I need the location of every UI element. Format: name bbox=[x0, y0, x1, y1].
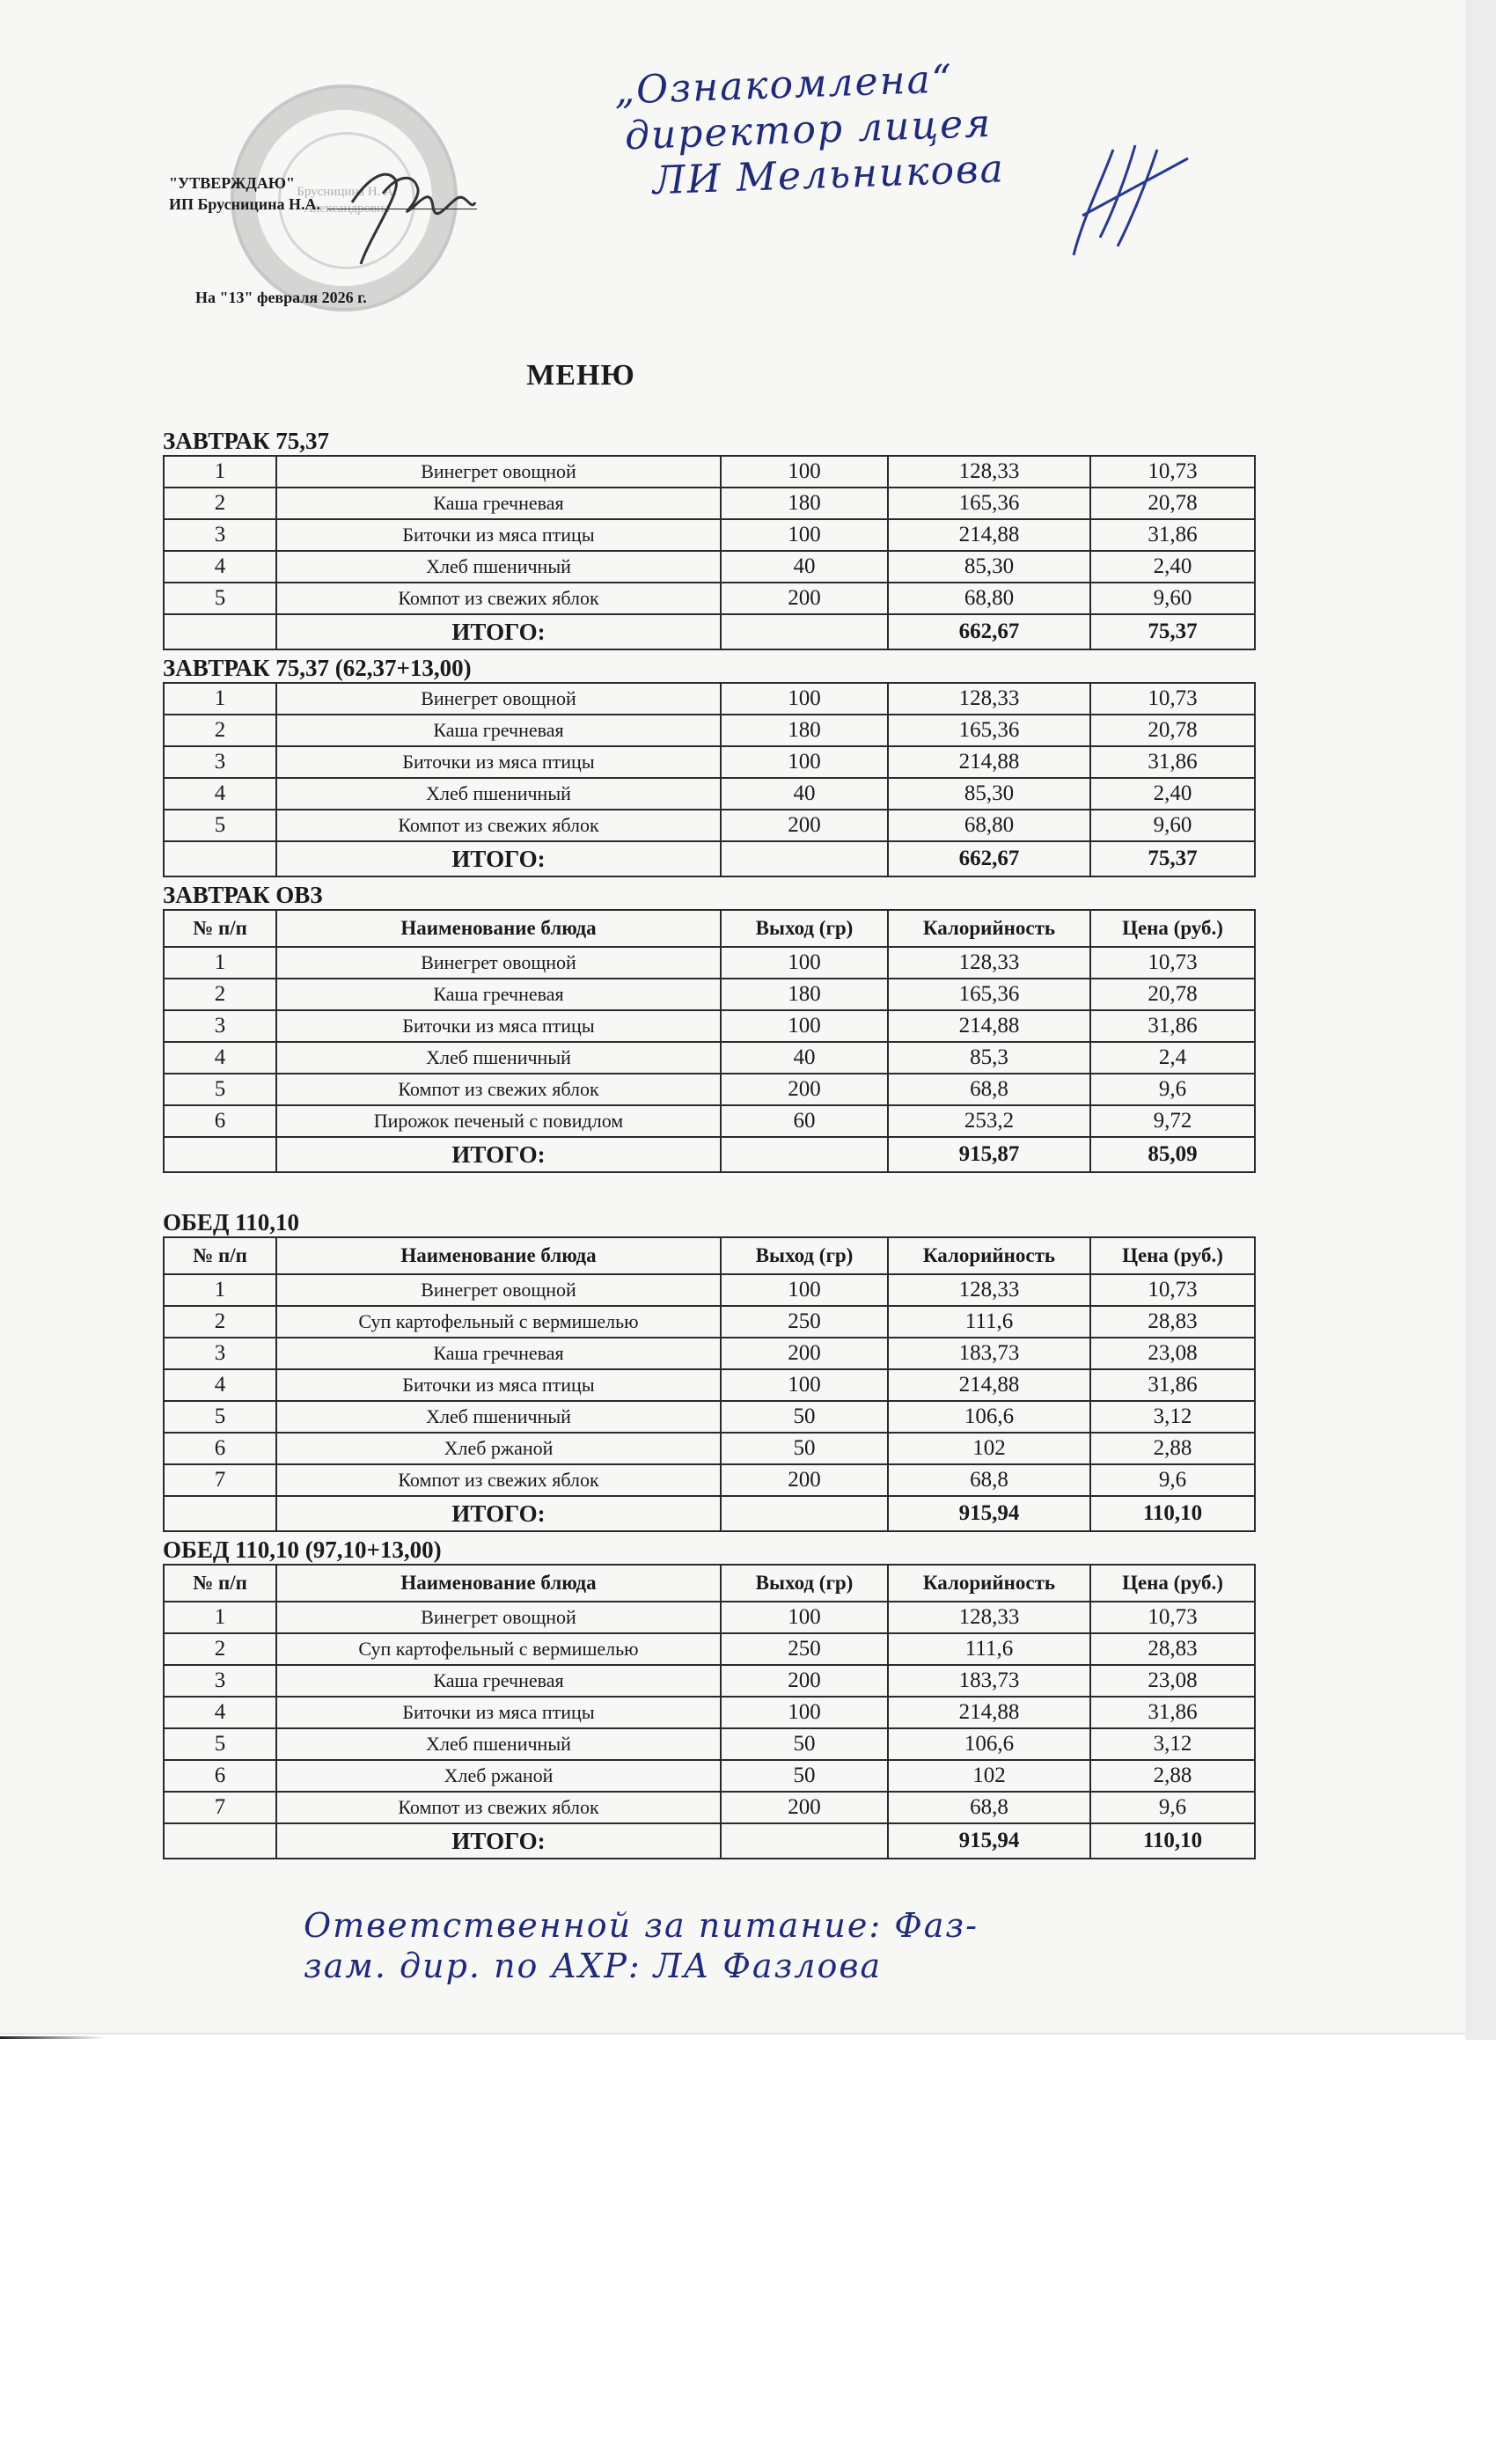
cell-calories: 111,6 bbox=[888, 1306, 1090, 1338]
cell-num: 5 bbox=[164, 1074, 276, 1105]
table-row bbox=[164, 1338, 1255, 1369]
table-row bbox=[164, 1602, 1255, 1633]
cell-name: Суп картофельный с вермишелью bbox=[276, 1633, 721, 1665]
table-row bbox=[164, 1369, 1255, 1401]
cell-empty bbox=[721, 841, 888, 876]
cell-price: 10,73 bbox=[1090, 1274, 1255, 1306]
handwritten-line: ЛИ Мельникова bbox=[652, 146, 1006, 204]
cell-price: 23,08 bbox=[1090, 1665, 1255, 1697]
handwritten-line: зам. дир. по АХР: ЛА Фазлова bbox=[304, 1947, 883, 1985]
handwritten-line: „Ознакомлена“ bbox=[613, 56, 955, 114]
cell-output: 100 bbox=[721, 947, 888, 979]
cell-num: 5 bbox=[164, 1728, 276, 1760]
cell-price: 3,12 bbox=[1090, 1728, 1255, 1760]
cell-output: 180 bbox=[721, 488, 888, 519]
cell-name: Винегрет овощной bbox=[276, 1602, 721, 1633]
cell-price: 28,83 bbox=[1090, 1633, 1255, 1665]
cell-empty bbox=[721, 1137, 888, 1172]
cell-num: 3 bbox=[164, 1338, 276, 1369]
approval-label: "УТВЕРЖДАЮ" bbox=[169, 174, 296, 192]
total-row bbox=[164, 1823, 1255, 1859]
cell-name: Компот из свежих яблок bbox=[276, 1074, 721, 1105]
table-row bbox=[164, 1105, 1255, 1137]
total-calories: 662,67 bbox=[888, 841, 1090, 876]
table-row bbox=[164, 1401, 1255, 1433]
total-label: ИТОГО: bbox=[276, 841, 721, 876]
column-header-name: Наименование блюда bbox=[276, 1237, 721, 1274]
cell-empty bbox=[164, 1137, 276, 1172]
table-row bbox=[164, 1433, 1255, 1464]
cell-price: 9,60 bbox=[1090, 810, 1255, 841]
cell-empty bbox=[164, 1496, 276, 1531]
cell-calories: 128,33 bbox=[888, 456, 1090, 488]
column-header-name: Наименование блюда bbox=[276, 910, 721, 947]
menu-table bbox=[163, 1236, 1256, 1532]
cell-calories: 128,33 bbox=[888, 947, 1090, 979]
cell-name: Компот из свежих яблок bbox=[276, 583, 721, 614]
cell-calories: 68,80 bbox=[888, 810, 1090, 841]
cell-name: Биточки из мяса птицы bbox=[276, 1369, 721, 1401]
total-price: 75,37 bbox=[1090, 614, 1255, 649]
table-row bbox=[164, 715, 1255, 746]
menu-section bbox=[163, 654, 1254, 877]
total-row bbox=[164, 841, 1255, 876]
table-row bbox=[164, 1306, 1255, 1338]
cell-output: 200 bbox=[721, 1464, 888, 1496]
cell-num: 7 bbox=[164, 1792, 276, 1823]
cell-price: 2,40 bbox=[1090, 551, 1255, 583]
table-row bbox=[164, 746, 1255, 778]
column-header-name: Наименование блюда bbox=[276, 1565, 721, 1602]
cell-num: 3 bbox=[164, 519, 276, 551]
cell-output: 180 bbox=[721, 715, 888, 746]
cell-calories: 106,6 bbox=[888, 1728, 1090, 1760]
cell-calories: 111,6 bbox=[888, 1633, 1090, 1665]
cell-output: 100 bbox=[721, 456, 888, 488]
cell-calories: 85,30 bbox=[888, 778, 1090, 810]
cell-calories: 68,8 bbox=[888, 1464, 1090, 1496]
cell-price: 2,88 bbox=[1090, 1760, 1255, 1792]
table-row bbox=[164, 1792, 1255, 1823]
cell-calories: 214,88 bbox=[888, 1010, 1090, 1042]
column-header-output: Выход (гр) bbox=[721, 910, 888, 947]
section-title: ОБЕД 110,10 bbox=[163, 1209, 299, 1236]
cell-num: 4 bbox=[164, 1369, 276, 1401]
cell-output: 200 bbox=[721, 1074, 888, 1105]
cell-name: Компот из свежих яблок bbox=[276, 810, 721, 841]
total-label: ИТОГО: bbox=[276, 1823, 721, 1859]
cell-num: 5 bbox=[164, 1401, 276, 1433]
cell-price: 31,86 bbox=[1090, 1697, 1255, 1728]
cell-calories: 68,80 bbox=[888, 583, 1090, 614]
menu-section bbox=[163, 427, 1254, 650]
cell-name: Хлеб ржаной bbox=[276, 1760, 721, 1792]
menu-table bbox=[163, 1564, 1256, 1859]
cell-empty bbox=[721, 1823, 888, 1859]
cell-output: 50 bbox=[721, 1760, 888, 1792]
paper-bottom-edge bbox=[0, 2036, 106, 2039]
cell-output: 100 bbox=[721, 1274, 888, 1306]
cell-output: 60 bbox=[721, 1105, 888, 1137]
total-price: 75,37 bbox=[1090, 841, 1255, 876]
page-title: МЕНЮ bbox=[526, 359, 635, 392]
cell-price: 20,78 bbox=[1090, 488, 1255, 519]
column-header-price: Цена (руб.) bbox=[1090, 1565, 1255, 1602]
cell-calories: 214,88 bbox=[888, 746, 1090, 778]
cell-num: 4 bbox=[164, 551, 276, 583]
approver-signature bbox=[334, 141, 484, 273]
cell-num: 2 bbox=[164, 979, 276, 1010]
cell-output: 200 bbox=[721, 1792, 888, 1823]
cell-name: Винегрет овощной bbox=[276, 1274, 721, 1306]
cell-empty bbox=[721, 1496, 888, 1531]
cell-name: Каша гречневая bbox=[276, 488, 721, 519]
cell-output: 100 bbox=[721, 746, 888, 778]
cell-price: 31,86 bbox=[1090, 519, 1255, 551]
cell-calories: 68,8 bbox=[888, 1792, 1090, 1823]
cell-calories: 85,30 bbox=[888, 551, 1090, 583]
cell-calories: 85,3 bbox=[888, 1042, 1090, 1074]
cell-calories: 183,73 bbox=[888, 1665, 1090, 1697]
cell-price: 10,73 bbox=[1090, 456, 1255, 488]
total-price: 110,10 bbox=[1090, 1823, 1255, 1859]
cell-output: 40 bbox=[721, 1042, 888, 1074]
cell-name: Хлеб ржаной bbox=[276, 1433, 721, 1464]
cell-price: 9,60 bbox=[1090, 583, 1255, 614]
cell-calories: 183,73 bbox=[888, 1338, 1090, 1369]
cell-num: 4 bbox=[164, 778, 276, 810]
total-row bbox=[164, 614, 1255, 649]
cell-empty bbox=[164, 841, 276, 876]
table-row bbox=[164, 1728, 1255, 1760]
cell-output: 250 bbox=[721, 1633, 888, 1665]
cell-price: 10,73 bbox=[1090, 947, 1255, 979]
section-title: ЗАВТРАК ОВЗ bbox=[163, 882, 323, 908]
column-header-num: № п/п bbox=[164, 1565, 276, 1602]
cell-num: 7 bbox=[164, 1464, 276, 1496]
cell-calories: 128,33 bbox=[888, 1602, 1090, 1633]
cell-name: Винегрет овощной bbox=[276, 683, 721, 715]
cell-calories: 68,8 bbox=[888, 1074, 1090, 1105]
total-label: ИТОГО: bbox=[276, 1496, 721, 1531]
total-calories: 915,94 bbox=[888, 1823, 1090, 1859]
cell-output: 100 bbox=[721, 1010, 888, 1042]
cell-price: 28,83 bbox=[1090, 1306, 1255, 1338]
cell-name: Винегрет овощной bbox=[276, 947, 721, 979]
cell-output: 200 bbox=[721, 1338, 888, 1369]
menu-section bbox=[163, 1208, 1254, 1532]
table-row bbox=[164, 810, 1255, 841]
scan-edge-strip bbox=[1465, 0, 1496, 2040]
cell-output: 100 bbox=[721, 1697, 888, 1728]
cell-output: 40 bbox=[721, 551, 888, 583]
cell-price: 20,78 bbox=[1090, 715, 1255, 746]
menu-section bbox=[163, 1536, 1254, 1859]
cell-calories: 128,33 bbox=[888, 1274, 1090, 1306]
table-row bbox=[164, 1665, 1255, 1697]
cell-num: 3 bbox=[164, 746, 276, 778]
column-header-output: Выход (гр) bbox=[721, 1237, 888, 1274]
cell-price: 2,88 bbox=[1090, 1433, 1255, 1464]
cell-num: 1 bbox=[164, 947, 276, 979]
cell-name: Каша гречневая bbox=[276, 979, 721, 1010]
cell-name: Хлеб пшеничный bbox=[276, 551, 721, 583]
table-header-row bbox=[164, 910, 1255, 947]
table-row bbox=[164, 979, 1255, 1010]
menu-date: На "13" февраля 2026 г. bbox=[195, 289, 367, 306]
handwritten-line: Ответственной за питание: Фаз- bbox=[304, 1906, 979, 1945]
cell-price: 2,40 bbox=[1090, 778, 1255, 810]
cell-calories: 214,88 bbox=[888, 1697, 1090, 1728]
table-row bbox=[164, 1010, 1255, 1042]
cell-num: 2 bbox=[164, 715, 276, 746]
table-row bbox=[164, 1697, 1255, 1728]
cell-price: 31,86 bbox=[1090, 1010, 1255, 1042]
column-header-price: Цена (руб.) bbox=[1090, 1237, 1255, 1274]
handwritten-line: директор лицея bbox=[624, 100, 994, 159]
column-header-calories: Калорийность bbox=[888, 1565, 1090, 1602]
cell-num: 6 bbox=[164, 1760, 276, 1792]
cell-name: Каша гречневая bbox=[276, 715, 721, 746]
table-row bbox=[164, 551, 1255, 583]
menu-table bbox=[163, 455, 1256, 650]
cell-output: 100 bbox=[721, 519, 888, 551]
cell-num: 1 bbox=[164, 683, 276, 715]
cell-output: 100 bbox=[721, 1602, 888, 1633]
handwritten-footer-note bbox=[304, 1905, 979, 1986]
table-header-row bbox=[164, 1237, 1255, 1274]
cell-calories: 106,6 bbox=[888, 1401, 1090, 1433]
table-row bbox=[164, 778, 1255, 810]
cell-price: 9,6 bbox=[1090, 1792, 1255, 1823]
cell-output: 200 bbox=[721, 583, 888, 614]
cell-num: 4 bbox=[164, 1042, 276, 1074]
column-header-num: № п/п bbox=[164, 1237, 276, 1274]
cell-name: Биточки из мяса птицы bbox=[276, 519, 721, 551]
cell-num: 1 bbox=[164, 456, 276, 488]
cell-name: Биточки из мяса птицы bbox=[276, 746, 721, 778]
cell-num: 4 bbox=[164, 1697, 276, 1728]
cell-name: Компот из свежих яблок bbox=[276, 1792, 721, 1823]
cell-name: Каша гречневая bbox=[276, 1338, 721, 1369]
cell-num: 2 bbox=[164, 1633, 276, 1665]
table-row bbox=[164, 1633, 1255, 1665]
cell-output: 40 bbox=[721, 778, 888, 810]
cell-num: 1 bbox=[164, 1602, 276, 1633]
cell-name: Биточки из мяса птицы bbox=[276, 1010, 721, 1042]
table-row bbox=[164, 1464, 1255, 1496]
cell-calories: 128,33 bbox=[888, 683, 1090, 715]
cell-name: Хлеб пшеничный bbox=[276, 1042, 721, 1074]
menu-table bbox=[163, 682, 1256, 877]
menu-table bbox=[163, 909, 1256, 1173]
column-header-num: № п/п bbox=[164, 910, 276, 947]
cell-output: 200 bbox=[721, 1665, 888, 1697]
total-calories: 662,67 bbox=[888, 614, 1090, 649]
total-row bbox=[164, 1137, 1255, 1172]
table-row bbox=[164, 583, 1255, 614]
table-row bbox=[164, 456, 1255, 488]
column-header-calories: Калорийность bbox=[888, 1237, 1090, 1274]
table-row bbox=[164, 519, 1255, 551]
cell-price: 20,78 bbox=[1090, 979, 1255, 1010]
handwritten-acknowledgement bbox=[613, 55, 1005, 205]
cell-name: Хлеб пшеничный bbox=[276, 1401, 721, 1433]
cell-num: 5 bbox=[164, 810, 276, 841]
cell-name: Винегрет овощной bbox=[276, 456, 721, 488]
table-row bbox=[164, 488, 1255, 519]
cell-output: 50 bbox=[721, 1401, 888, 1433]
cell-num: 3 bbox=[164, 1010, 276, 1042]
cell-num: 2 bbox=[164, 1306, 276, 1338]
total-label: ИТОГО: bbox=[276, 614, 721, 649]
cell-calories: 253,2 bbox=[888, 1105, 1090, 1137]
cell-calories: 102 bbox=[888, 1760, 1090, 1792]
cell-price: 23,08 bbox=[1090, 1338, 1255, 1369]
total-price: 110,10 bbox=[1090, 1496, 1255, 1531]
section-title: ЗАВТРАК 75,37 (62,37+13,00) bbox=[163, 655, 472, 681]
cell-price: 10,73 bbox=[1090, 683, 1255, 715]
menu-section bbox=[163, 881, 1254, 1173]
cell-output: 180 bbox=[721, 979, 888, 1010]
cell-num: 1 bbox=[164, 1274, 276, 1306]
table-row bbox=[164, 1274, 1255, 1306]
cell-empty bbox=[721, 614, 888, 649]
column-header-price: Цена (руб.) bbox=[1090, 910, 1255, 947]
cell-empty bbox=[164, 614, 276, 649]
table-row bbox=[164, 1760, 1255, 1792]
section-title: ОБЕД 110,10 (97,10+13,00) bbox=[163, 1536, 442, 1563]
column-header-calories: Калорийность bbox=[888, 910, 1090, 947]
cell-num: 3 bbox=[164, 1665, 276, 1697]
cell-output: 50 bbox=[721, 1433, 888, 1464]
total-calories: 915,87 bbox=[888, 1137, 1090, 1172]
menu-sections bbox=[163, 427, 1254, 1863]
total-price: 85,09 bbox=[1090, 1137, 1255, 1172]
total-label: ИТОГО: bbox=[276, 1137, 721, 1172]
cell-name: Суп картофельный с вермишелью bbox=[276, 1306, 721, 1338]
cell-calories: 214,88 bbox=[888, 519, 1090, 551]
cell-price: 9,6 bbox=[1090, 1074, 1255, 1105]
cell-price: 2,4 bbox=[1090, 1042, 1255, 1074]
cell-num: 5 bbox=[164, 583, 276, 614]
cell-output: 50 bbox=[721, 1728, 888, 1760]
cell-calories: 165,36 bbox=[888, 979, 1090, 1010]
table-row bbox=[164, 947, 1255, 979]
cell-output: 250 bbox=[721, 1306, 888, 1338]
table-row bbox=[164, 1042, 1255, 1074]
cell-output: 200 bbox=[721, 810, 888, 841]
cell-price: 9,72 bbox=[1090, 1105, 1255, 1137]
seal-stamp-text: Брусницина Н. А. Александровна bbox=[278, 132, 415, 269]
cell-price: 3,12 bbox=[1090, 1401, 1255, 1433]
cell-price: 31,86 bbox=[1090, 1369, 1255, 1401]
cell-name: Пирожок печеный с повидлом bbox=[276, 1105, 721, 1137]
cell-name: Биточки из мяса птицы bbox=[276, 1697, 721, 1728]
section-title: ЗАВТРАК 75,37 bbox=[163, 428, 330, 454]
cell-name: Компот из свежих яблок bbox=[276, 1464, 721, 1496]
table-header-row bbox=[164, 1565, 1255, 1602]
total-row bbox=[164, 1496, 1255, 1531]
cell-num: 6 bbox=[164, 1433, 276, 1464]
cell-price: 31,86 bbox=[1090, 746, 1255, 778]
total-calories: 915,94 bbox=[888, 1496, 1090, 1531]
cell-calories: 165,36 bbox=[888, 488, 1090, 519]
cell-calories: 102 bbox=[888, 1433, 1090, 1464]
cell-name: Хлеб пшеничный bbox=[276, 778, 721, 810]
cell-num: 6 bbox=[164, 1105, 276, 1137]
table-row bbox=[164, 1074, 1255, 1105]
cell-price: 9,6 bbox=[1090, 1464, 1255, 1496]
cell-num: 2 bbox=[164, 488, 276, 519]
cell-output: 100 bbox=[721, 1369, 888, 1401]
table-row bbox=[164, 683, 1255, 715]
cell-output: 100 bbox=[721, 683, 888, 715]
director-signature bbox=[1065, 132, 1197, 264]
cell-name: Каша гречневая bbox=[276, 1665, 721, 1697]
cell-name: Хлеб пшеничный bbox=[276, 1728, 721, 1760]
approver-name: ИП Брусницина Н.А. bbox=[169, 195, 320, 213]
cell-empty bbox=[164, 1823, 276, 1859]
cell-price: 10,73 bbox=[1090, 1602, 1255, 1633]
cell-calories: 165,36 bbox=[888, 715, 1090, 746]
cell-calories: 214,88 bbox=[888, 1369, 1090, 1401]
column-header-output: Выход (гр) bbox=[721, 1565, 888, 1602]
